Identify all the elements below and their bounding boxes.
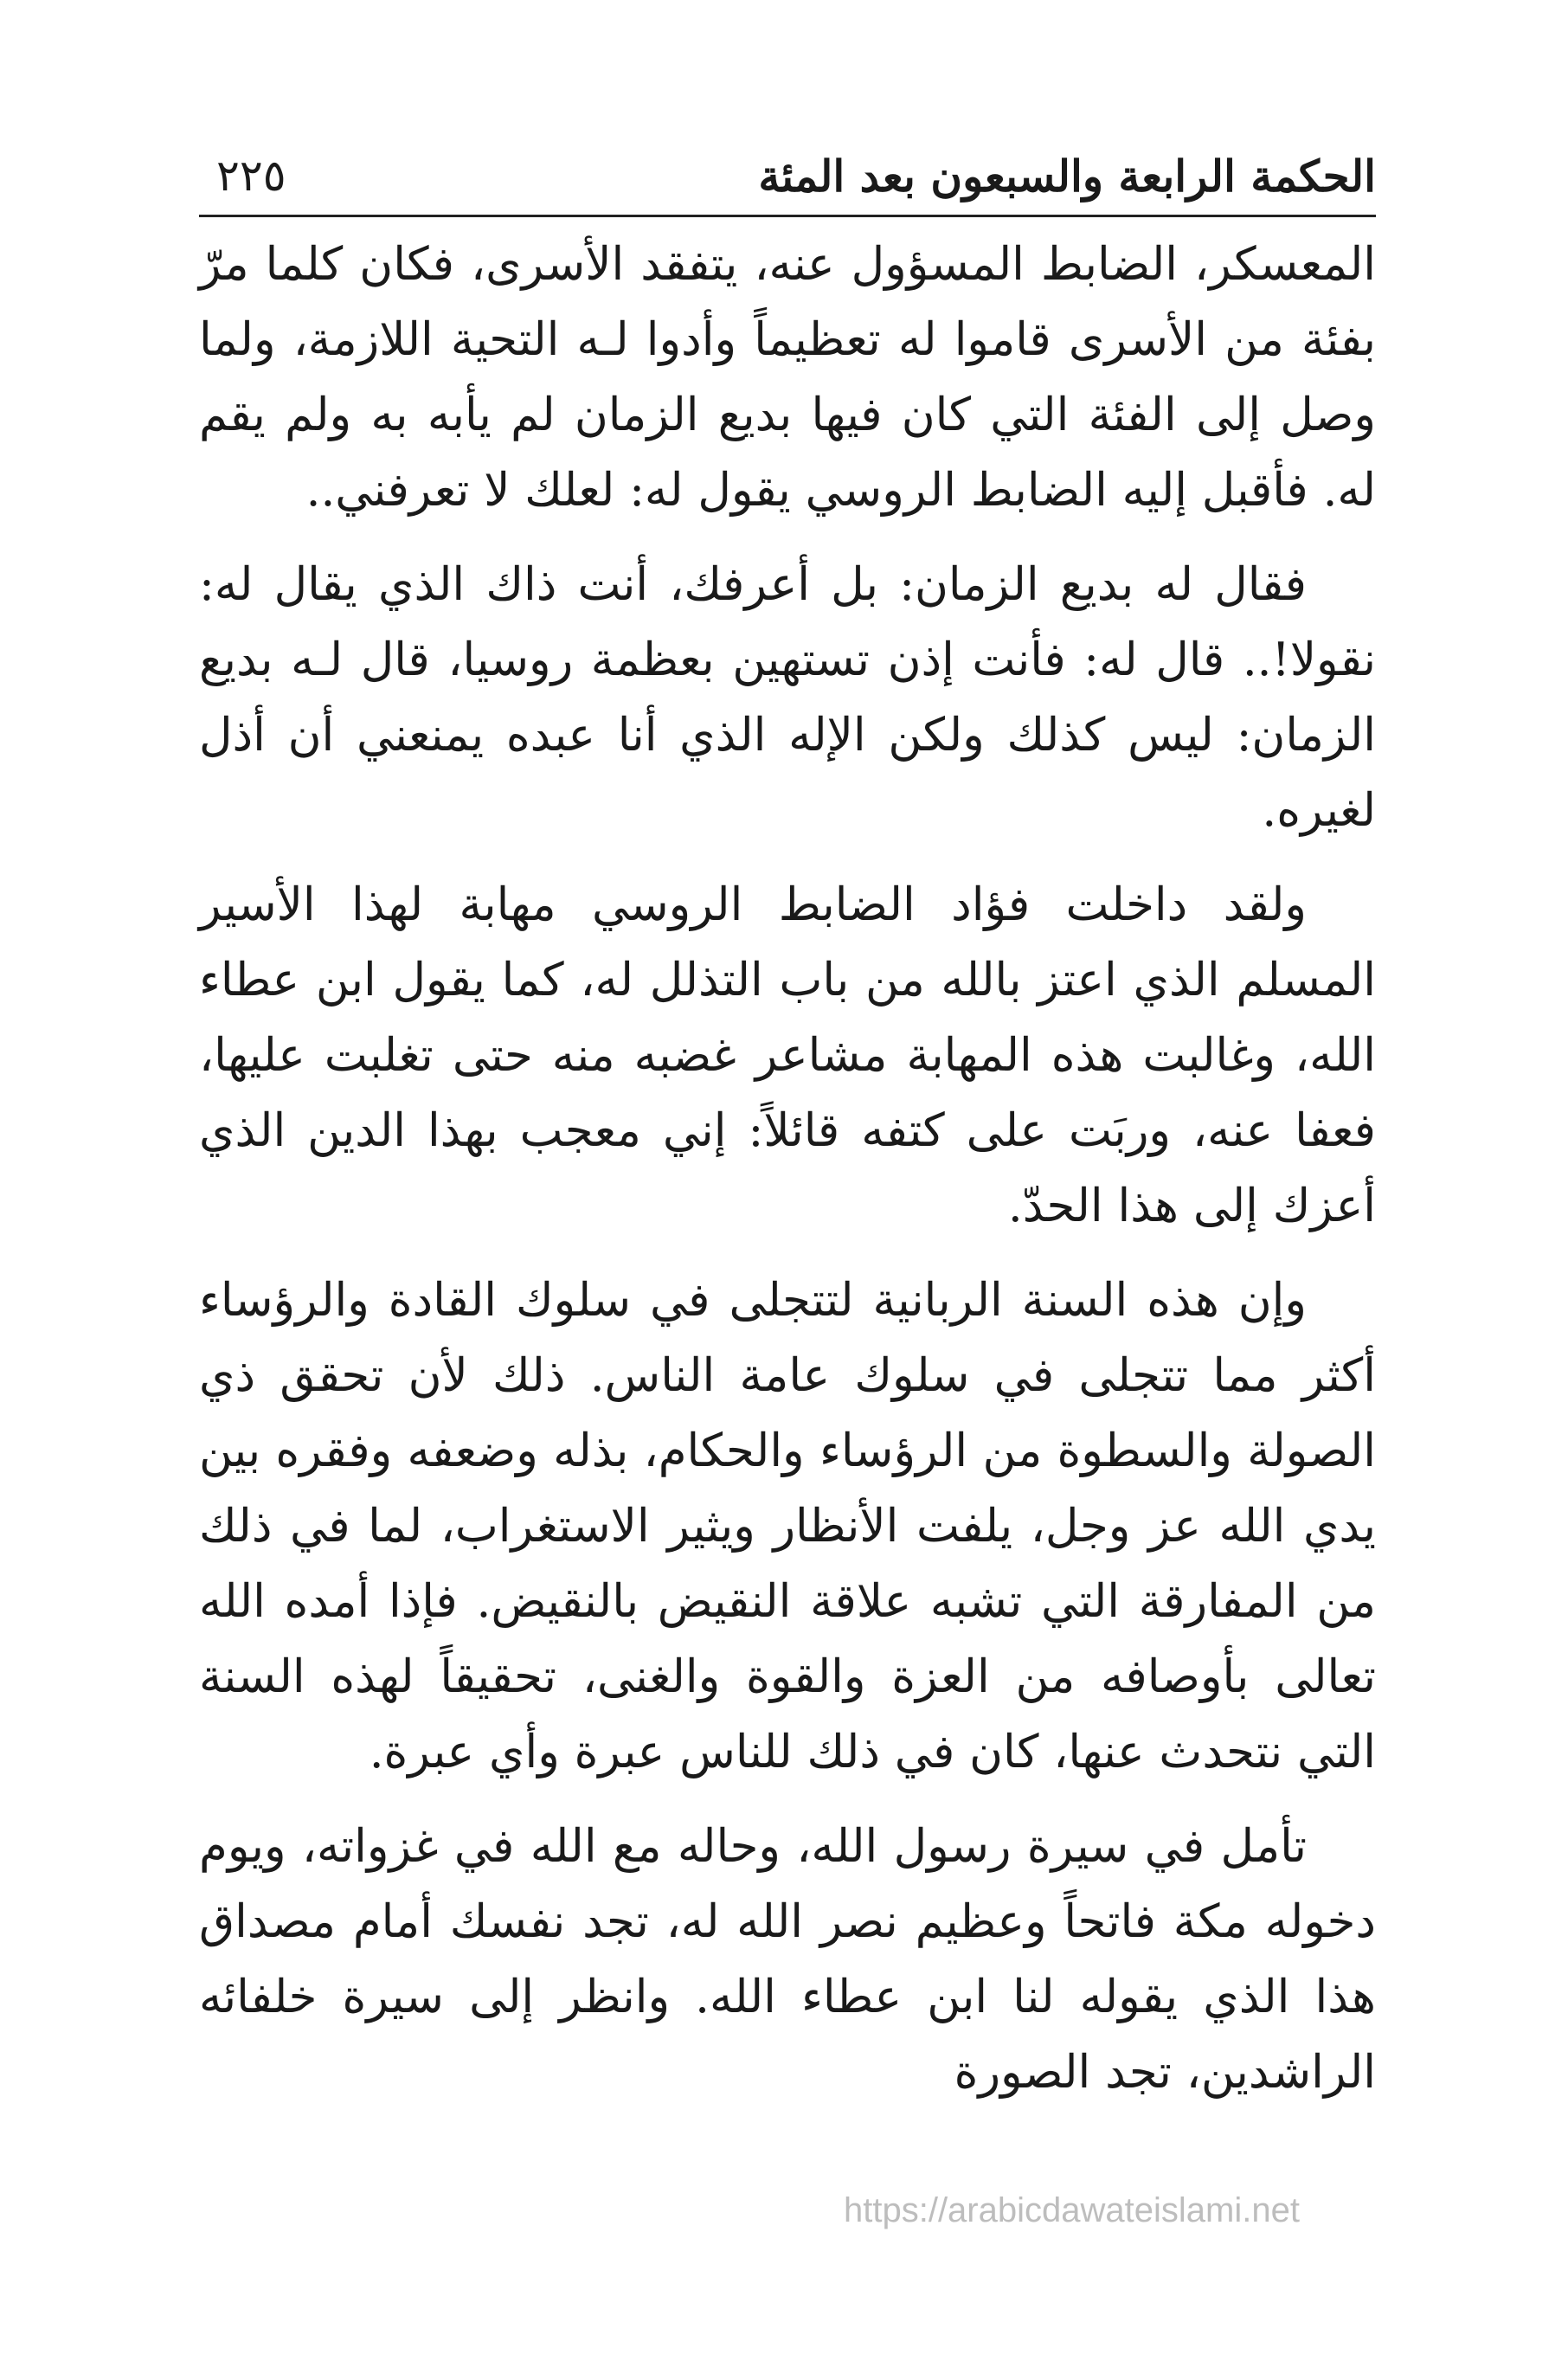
paragraph-5: تأمل في سيرة رسول الله، وحاله مع الله في غزواته، ويوم دخوله مكة فاتحاً وعظيم نصر الله له، تجد نفسك أمام مصداق هذا الذي يقوله لنا ابن عطاء الله. وانظر إلى سيرة خلفائه الراشدين، تجد الصورة: [199, 1820, 1376, 2099]
chapter-title: الحكمة الرابعة والسبعون بعد المئة: [758, 151, 1376, 202]
page-number: ٢٢٥: [216, 151, 286, 201]
paragraph-2: فقال له بديع الزمان: بل أعرفك، أنت ذاك الذي يقال له: نقولا!.. قال له: فأنت إذن تستهين بعظمة روسيا، قال لـه بديع الزمان: ليس كذلك ولكن الإله الذي أنا عبده يمنعني أن أذل لغيره.: [199, 558, 1376, 837]
body-text: [199, 227, 1376, 2129]
paragraph-1: المعسكر، الضابط المسؤول عنه، يتفقد الأسرى، فكان كلما مرّ بفئة من الأسرى قاموا له تعظيماً وأدوا لـه التحية اللازمة، ولما وصل إلى الفئة التي كان فيها بديع الزمان لم يأبه به ولم يقم له. فأقبل إليه الضابط الروسي يقول له: لعلك لا تعرفني..: [199, 238, 1376, 517]
watermark-url: https://arabicdawateislami.net: [844, 2191, 1300, 2229]
running-header: [199, 138, 1376, 217]
paragraph-4: وإن هذه السنة الربانية لتتجلى في سلوك القادة والرؤساء أكثر مما تتجلى في سلوك عامة الناس. ذلك لأن تحقق ذي الصولة والسطوة من الرؤساء والحكام، بذله وضعفه وفقره بين يدي الله عز وجل، يلفت الأنظار ويثير الاستغراب، لما في ذلك من المفارقة التي تشبه علاقة النقيض بالنقيض. فإذا أمده الله تعالى بأوصافه من العزة والقوة والغنى، تحقيقاً لهذه السنة التي نتحدث عنها، كان في ذلك للناس عبرة وأي عبرة.: [199, 1274, 1376, 1778]
paragraph-3: ولقد داخلت فؤاد الضابط الروسي مهابة لهذا الأسير المسلم الذي اعتز بالله من باب التذلل له، كما يقول ابن عطاء الله، وغالبت هذه المهابة مشاعر غضبه منه حتى تغلبت عليها، فعفا عنه، وربَت على كتفه قائلاً: إني معجب بهذا الدين الذي أعزك إلى هذا الحدّ.: [199, 878, 1376, 1232]
